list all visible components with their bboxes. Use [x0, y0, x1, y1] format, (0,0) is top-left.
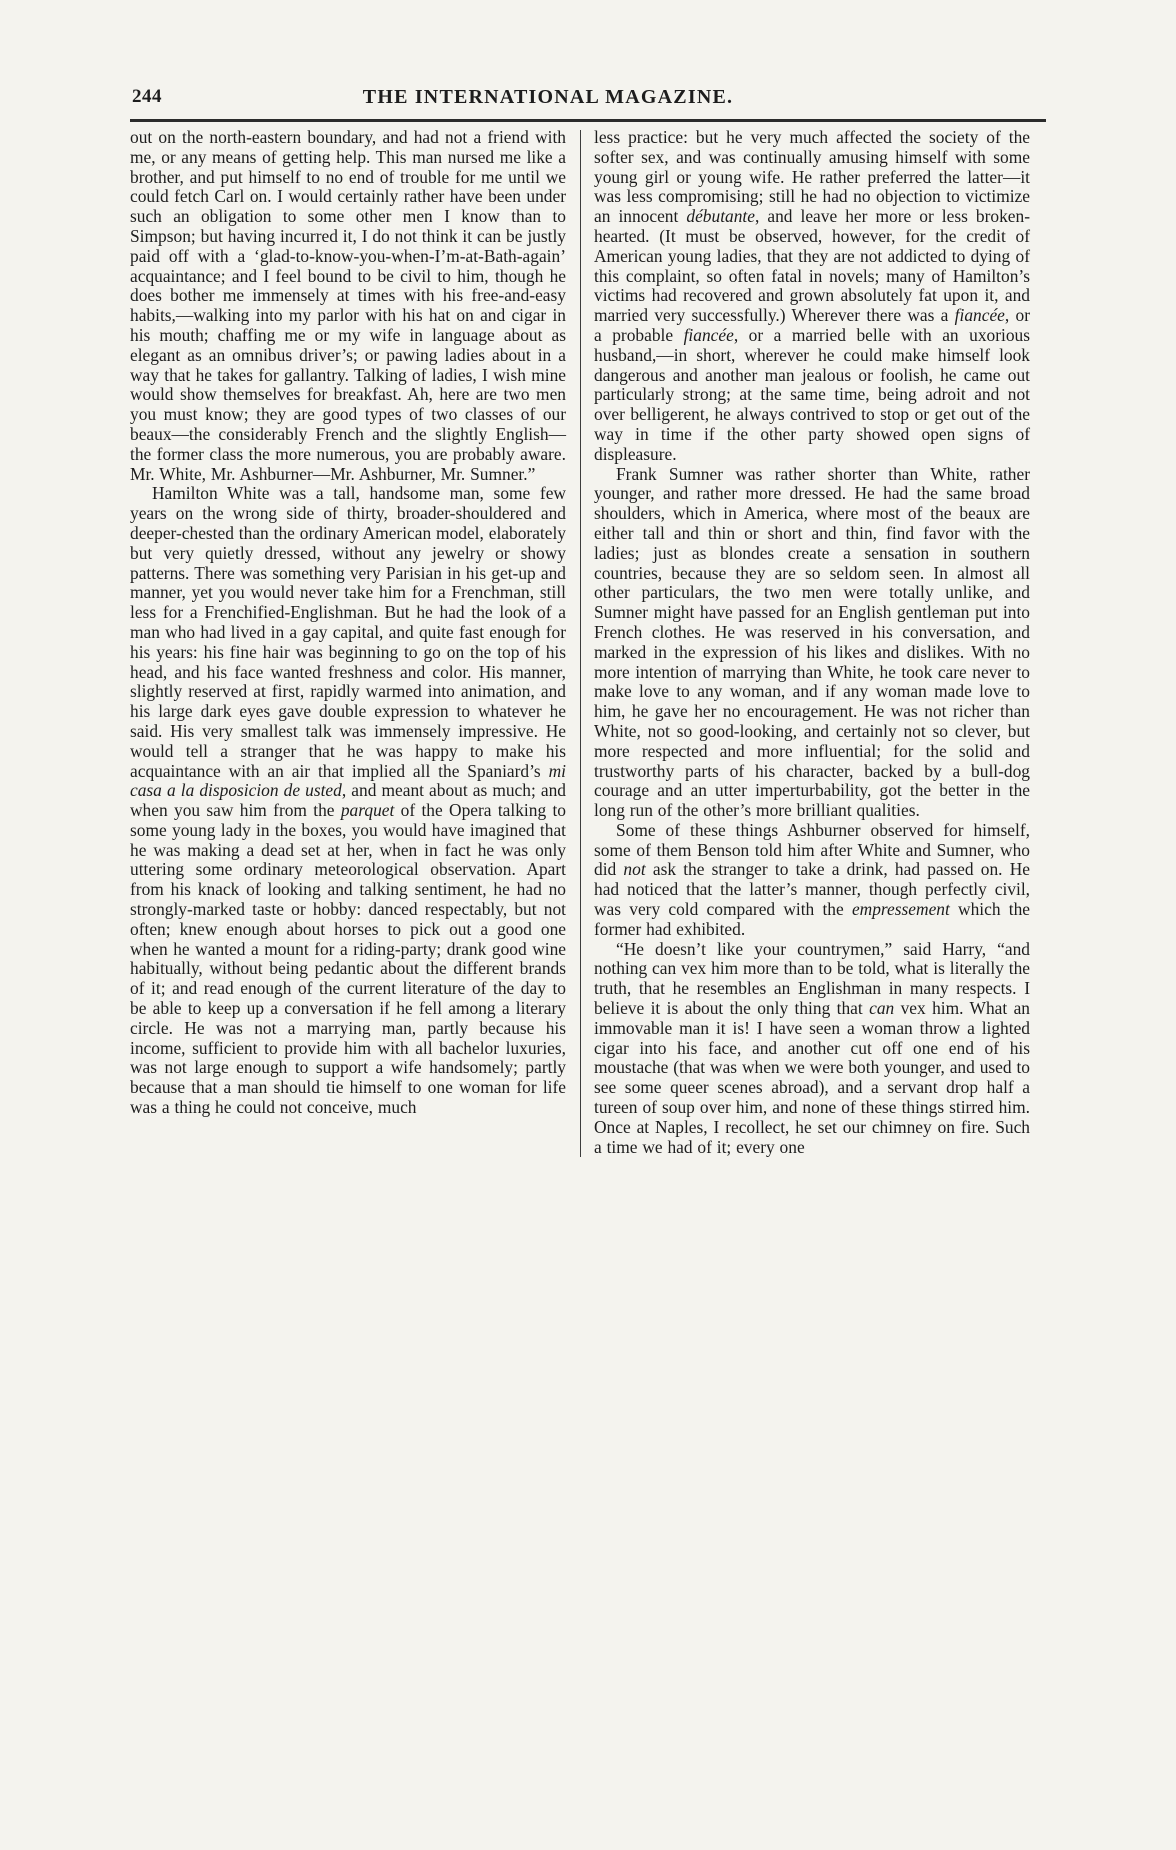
header-rule — [130, 119, 1046, 122]
column-divider — [580, 130, 581, 1157]
magazine-title: THE INTERNATIONAL MAGAZINE. — [362, 86, 734, 108]
left-column — [130, 128, 566, 1157]
paragraph: Frank Sumner was rather shorter than White, rather younger, and rather more dressed. He had the same broad shoulders, which in America, where most of the beaux are either tall and thin or short and thin, find favor with the ladies; just as blondes create a sensation in southern countries, because they are so seldom seen. In almost all other particulars, the two men were totally unlike, and Sumner might have passed for an English gentleman put into French clothes. He was reserved in his conversation, and marked in the expression of his likes and dislikes. With no more intention of marrying than White, he took care never to make love to any woman, and if any woman made love to him, he gave her no encouragement. He was not richer than White, not so good-looking, and certainly not so clever, but more respected and more influential; for the solid and trustworthy parts of his character, backed by a bull-dog courage and an utter imperturbability, got the better in the long run of the other’s more brilliant qualities. — [594, 463, 1030, 821]
right-column — [594, 128, 1030, 1157]
magazine-page — [130, 0, 1046, 1157]
paragraph: out on the north-eastern boundary, and had not a friend with me, or any means of getting help. This man nursed me like a brother, and put himself to no end of trouble for me until we could fetch Carl on. I would certainly rather have been under such an obligation to some other men I know than to Simpson; but having incurred it, I do not think it can be justly paid off with a ‘glad-to-know-you-when-I’m-at-Bath-again’ acquaintance; and I feel bound to be civil to him, though he does bother me immensely at times with his free-and-easy habits,—walking into my parlor with his hat on and cigar in his mouth; chaffing me or my wife in language about as elegant as an omnibus driver’s; or pawing ladies about in a way that he takes for gallantry. Talking of ladies, I wish mine would show themselves for breakfast. Ah, here are two men you must know; they are good types of two classes of our beaux—the considerably French and the slightly English—the former class the more numerous, you are probably aware. Mr. White, Mr. Ashburner—Mr. Ashburner, Mr. Sumner.” — [130, 127, 566, 484]
paragraph: “He doesn’t like your countrymen,” said Harry, “and nothing can vex him more than to be told, what is literally the truth, that he resembles an Englishman in many respects. I believe it is about the only thing that can vex him. What an immovable man it is! I have seen a woman throw a lighted cigar into his face, and another cut off one end of his moustache (that was when we were both younger, and used to see some queer scenes abroad), and a servant drop half a tureen of soup over him, and none of these things stirred him. Once at Naples, I recollect, he set our chimney on fire. Such a time we had of it; every one — [594, 938, 1030, 1157]
text-columns — [130, 128, 1046, 1157]
page-number: 244 — [132, 86, 162, 107]
paragraph: Some of these things Ashburner observed for himself, some of them Benson told him after White and Sumner, who did not ask the stranger to take a drink, had passed on. He had noticed that the latter’s manner, though perfectly civil, was very cold compared with the empressement which the former had exhibited. — [594, 819, 1030, 939]
paragraph: Hamilton White was a tall, handsome man, some few years on the wrong side of thirty, broader-shouldered and deeper-chested than the ordinary American model, elaborately but very quietly dressed, without any jewelry or showy patterns. There was something very Parisian in his get-up and manner, yet you would never take him for a Frenchman, still less for a Frenchified-Englishman. But he had the look of a man who had lived in a gay capital, and quite fast enough for his years: his fine hair was beginning to go on the top of his head, and his face wanted freshness and color. His manner, slightly reserved at first, rapidly warmed into animation, and his large dark eyes gave double expression to whatever he said. His very smallest talk was immensely impressive. He would tell a stranger that he was happy to make his acquaintance with an air that implied all the Spaniard’s mi casa a la disposicion de usted, and meant about as much; and when you saw him from the parquet of the Opera talking to some young lady in the boxes, you would have imagined that he was making a dead set at her, when in fact he was only uttering some ordinary meteorological observation. Apart from his knack of looking and talking sentiment, he had no strongly-marked taste or hobby: danced respectably, but not often; knew enough about horses to pick out a good one when he wanted a mount for a riding-party; drank good wine habitually, without being pedantic about the different brands of it; and read enough of the current literature of the day to be able to keep up a conversation if he fell among a literary circle. He was not a marrying man, partly because his income, sufficient to provide him with all bachelor luxuries, was not large enough to support a wife handsomely; partly because that a man should tie himself to one woman for life was a thing he could not conceive, much — [130, 483, 566, 1118]
paragraph: less practice: but he very much affected the society of the softer sex, and was continually amusing himself with some young girl or young wife. He rather preferred the latter—it was less compromising; still he had no objection to victimize an innocent débutante, and leave her more or less broken-hearted. (It must be observed, however, for the credit of American young ladies, that they are not addicted to dying of this complaint, so often fatal in novels; many of Hamilton’s victims had recovered and grown absolutely fat upon it, and married very successfully.) Wherever there was a fiancée, or a probable fiancée, or a married belle with an uxorious husband,—in short, wherever he could make himself look dangerous and another man jealous or foolish, he came out particularly strong; at the same time, being adroit and not over belligerent, he always contrived to stop or get out of the way in time if the other party showed open signs of displeasure. — [594, 127, 1031, 464]
page-header — [130, 86, 1046, 112]
